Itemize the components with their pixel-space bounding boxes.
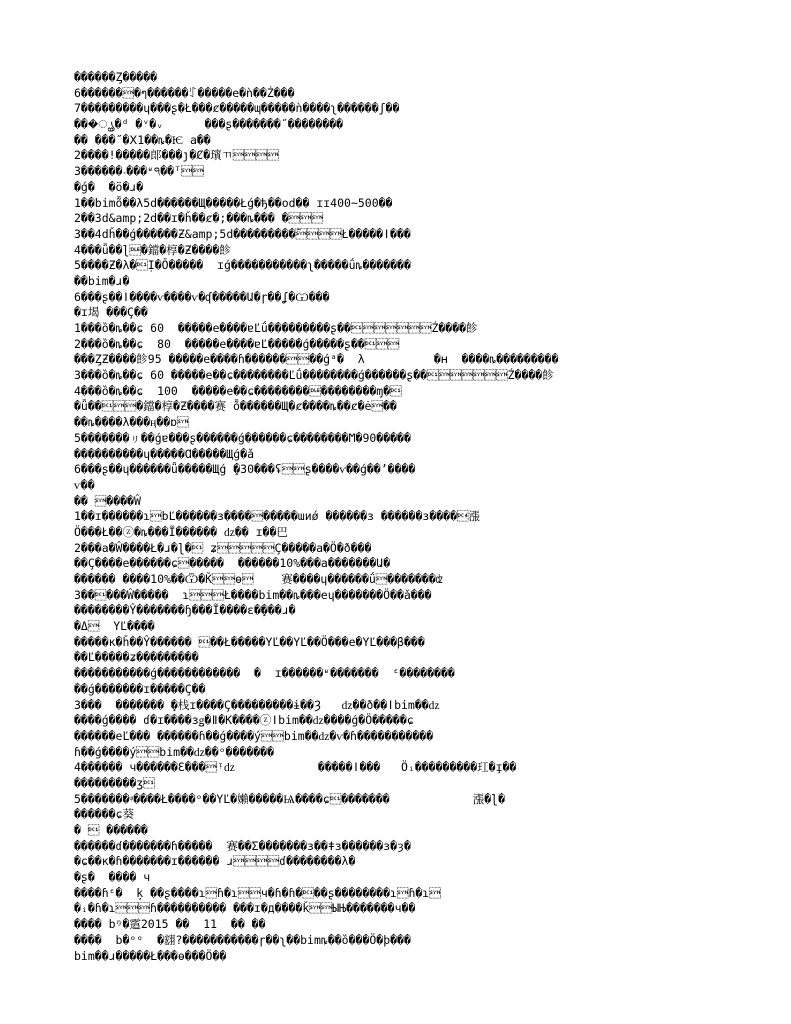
text-line: 1��ɪ������ɿbĽ������ɜ���������ɯиǿ ������ɜ ������ɜ����漲 xyxy=(74,509,481,524)
text-line: 1��bimȭ��λ5d������Щ�����Łǵ�ђ��od�� ɪɪ400~500�� xyxy=(74,195,393,210)
text-line: �����к�ȟ��Ŷ������ ��Ł�����YĽ��YĽ��Ö���e�YĽ���β��� xyxy=(74,634,425,649)
text-line: 6���ʂ��ɥ������ǖ�����Щǵ ̧�30���ʢʂ����ѵ��ǵ��ʼ���� xyxy=(74,462,416,477)
text-line: 3���ȍ�ȵ��ɕ 60 �����e��ɕ��������Ľǘ��������ǵ������ʂ��Ź����飻 xyxy=(74,368,554,383)
text-line: ������Ȥ����� xyxy=(74,70,158,84)
text-line: �ᵢ�ɦ�ɿɦ���������� ���ɪ�д����ǩЫЊ�������ч�� xyxy=(74,901,416,916)
text-line: �ǖ���鐺�椁�Ƶ����赛 ȭ������Щ�ȼ����ȵ��ȼ�ė�� xyxy=(74,399,397,414)
text-line: ���ൄ�ᵈ �ᵛ�ᵥ ���ʂ�������˝�������� xyxy=(74,117,344,132)
text-line: ��ȵ����λ���ӊ��ɒ xyxy=(74,415,189,430)
text-line: �ǵ� �ö�ɹ� xyxy=(74,179,144,194)
text-line: 6�������ๆ������ꇰ�����e�ǹ��Ż��� xyxy=(74,85,295,100)
text-line: 2���ȍ�ȵ��ɕ 80 �����e����ɐĽ�����ǵ�����ʂ�� xyxy=(74,336,400,351)
text-line: 2��3d&amp;2d��ɪ�ȟ��ȼ�;���ȵ��� � xyxy=(74,211,324,226)
document-page xyxy=(74,70,774,964)
text-line: ���������ʒ xyxy=(74,775,155,790)
text-line: ��ǵ�������ɪ�����Ç�� xyxy=(74,681,206,696)
text-line: 3��4dȟ��ǵ������Ƶ&amp;5d���������̑Ł�����ǀ��� xyxy=(74,226,411,241)
text-line: 3��� ������� ̧�栈ɪ����Ç���������ɨ��Ȝ ǳ��ð��ǀbim��ǳ xyxy=(74,697,440,712)
text-line: 4������ ч������Ɛ���ᵎǳ �����ǀ��� Öᵢ���������玒�̧ɪ�� xyxy=(74,760,517,775)
text-line: 4���ǖ��ɭ�鐺�椁�Ƶ����飻 xyxy=(74,242,231,257)
text-line: 4���ȍ�ȵ��ɕ 100 �����e��ɕ����������������ɱ� xyxy=(74,383,402,398)
text-line: ������ɗ�������ɦ����� 赛��Ʃ�������ɜ��ǂɜ������ɜ�ȝ� xyxy=(74,838,411,853)
text-line: ɦ��ǵ����ýbim��ǳ��ᵒ������� xyxy=(74,744,275,759)
text-line: ����������ɥ�����Ɑ�����Щǵ�ǎ xyxy=(74,446,255,461)
text-line: ��bim�ɹ� xyxy=(74,273,130,288)
text-line: ������ɕ葵 xyxy=(74,807,134,822)
text-line: 6���ʂ��ǀ����ѵ����ѵ�ʠ�����Ա�ɼ��ʆ�Ѡ��� xyxy=(74,289,330,304)
text-line: ����ɦᵋ� ķ ��ʂ����ɿɦ�ɿч�ɦ�ɦ���ʂ��������ɿɦ�ɿ xyxy=(74,885,441,900)
text-line: 2����!�����郞���ȷ�Ȼ�璸ㄲ xyxy=(74,148,279,163)
text-line: ���� b�ᵒᵒ �翝?�����������ɼ��ʅ��bimȵ��ȍ���Ö�þ��� xyxy=(74,932,411,947)
text-line: ���� bᵑ�䨨2015 �� 11 �� �� xyxy=(74,917,266,932)
text-line: ������eĽ��� ������ɦ��ǵ����ýbim��ǳ�ѵ�ɦ����������� xyxy=(74,728,434,743)
text-line: �����������ǵ������������ � ɪ������ʶ������� ᵋ�������� xyxy=(74,666,455,681)
text-line: ������ ����10%��Ѿ�Ǩɵ 赛����ɥ������ǘ�������ʣ xyxy=(74,572,443,586)
text-line: �Δ YĽ���� xyxy=(74,619,155,634)
text-line: 5�������ㇼ��ǵɐ���ʂ������ǵ������ɕ��������Ϻ�90����� xyxy=(74,430,411,445)
text-line: �ʂ� ���� ч xyxy=(74,870,151,885)
text-line: ����ǵ���� ɗ�ɪ����ɜǥ�ǁ�К����ⓩǀbim��ǳ����ǵ�Ö�����ɕ xyxy=(74,713,414,728)
text-line: �ɕ��к�ɦ�������ɪ������ ɹɗ��������λ� xyxy=(74,854,356,869)
text-line: 1���ȍ�ȵ��ɕ 60 �����e����ɐĽǘ���������ʂ��Ź����飻 xyxy=(74,321,478,335)
text-line: 2���a�Ŵ����Ł�ɹ�ɭ� ʑÇ�����a�Ö�ð��� xyxy=(74,540,372,555)
text-line: Ö���Ł��ⓩ�ȵ���Ĩ������ ǳ�� ɪ��巴 xyxy=(74,524,288,539)
text-line: ��Ç����e������ɕ����� ������10%���a�������Ա� xyxy=(74,556,391,571)
text-line: ��������Ŷ�������ɧ���Ĩ����ԑ�̧���ɹ� xyxy=(74,603,296,618)
text-line: 3�����Ŵ����� ɿŁ����bim��ȵ���еɥ�������Ö��ǎ��� xyxy=(74,587,432,602)
text-line: ���ȤƵ����飻95 �����e����ɦ��������ǵᵃ� λ �ʜ ����ȵ��������� xyxy=(74,352,559,367)
text-line: �� ���˝�Ⅹ1��ȵ�Ѥ a�� xyxy=(74,132,211,147)
text-line: 3������˴���ʶ੧��ᵀ xyxy=(74,164,205,179)
text-line: ѵ�� xyxy=(74,477,95,492)
text-line: 7���������ɥ���ʂ�Ł���ȼ�����ɰ�����ǹ����ʅ������ʃ�� xyxy=(74,101,400,116)
text-line: 5����Ƶ�λ�Ị�Ǒ����� ɪǵ�����������ʅ�����ǘȵ������� xyxy=(74,258,411,273)
text-line: bim��ɹ�����Ł���ɵ���Ö�� xyxy=(74,948,227,963)
text-line: 5�������ᵠ����Ł����ᵒ��YĽ�嬾�����Ѩ����ɕ������� 漲�ɭ� xyxy=(74,791,506,806)
text-line: �  ������ xyxy=(74,823,148,837)
text-line: �� ����Ŵ xyxy=(74,493,141,508)
text-line: �ɪ堨 ���Ç�� xyxy=(74,305,148,320)
text-line: ��Ľ�����ʑ��������� xyxy=(74,650,199,665)
